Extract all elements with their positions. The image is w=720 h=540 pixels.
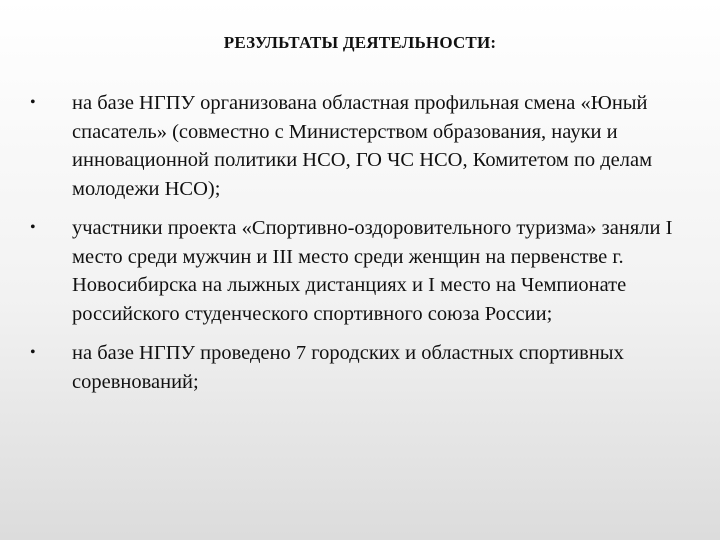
bullet-text: на базе НГПУ организована областная профильная смена «Юный спасатель» (совместно с Министерством образования, науки и инновационной политики НСО, ГО ЧС НСО, Комитетом по делам молодежи НСО); xyxy=(72,92,653,200)
bullet-dot-icon: • xyxy=(30,219,36,236)
bullet-list xyxy=(30,89,690,407)
bullet-item xyxy=(30,339,690,396)
bullet-item xyxy=(30,89,690,203)
bullet-dot-icon: • xyxy=(30,344,36,361)
bullet-text: на базе НГПУ проведено 7 городских и областных спортивных соревнований; xyxy=(72,342,624,393)
bullet-text: участники проекта «Спортивно-оздоровительного туризма» заняли I место среди мужчин и III место среди женщин на первенстве г. Новосибирска на лыжных дистанциях и I место на Чемпионате российского студенческого спортивного союза России; xyxy=(72,217,673,325)
slide-title: РЕЗУЛЬТАТЫ ДЕЯТЕЛЬНОСТИ: xyxy=(223,33,497,52)
bullet-dot-icon: • xyxy=(30,94,36,111)
bullet-item xyxy=(30,214,690,328)
